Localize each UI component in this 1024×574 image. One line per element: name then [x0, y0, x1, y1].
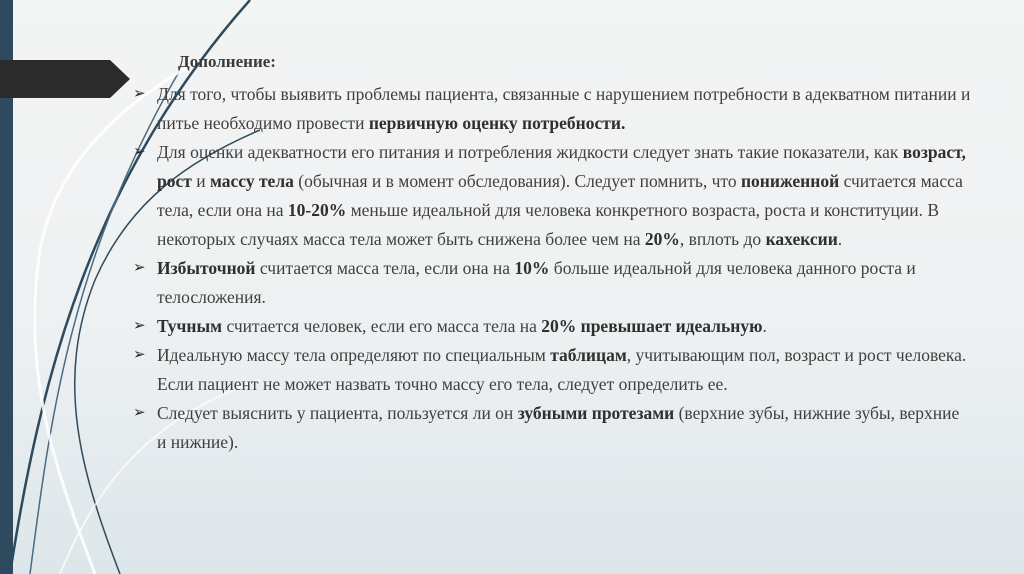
bold-text: 20% превышает идеальную — [541, 316, 763, 336]
bold-text: 20% — [644, 229, 680, 249]
text: . — [837, 229, 843, 249]
bold-text: кахексии — [765, 229, 838, 249]
bold-text: таблицам — [550, 345, 627, 365]
text: Для оценки адекватности его питания и потребления жидкости следует знать такие показатели, как — [157, 142, 903, 162]
bold-text: возраст, рост — [157, 142, 966, 191]
section-heading: Дополнение: — [178, 52, 276, 71]
text: . — [762, 316, 767, 336]
text: Для того, чтобы выявить проблемы пациента, связанные с нарушением потребности в адекватном питании и питье необходимо провести — [157, 84, 971, 133]
bullet-item — [133, 138, 973, 254]
bullet-arrow-icon: ➢ — [133, 144, 146, 160]
bullet-arrow-icon: ➢ — [133, 405, 146, 421]
bold-text: 10% — [514, 258, 550, 278]
bullet-arrow-icon: ➢ — [133, 318, 146, 334]
bullet-arrow-icon: ➢ — [133, 347, 146, 363]
text: считается масса тела, если она на — [157, 171, 963, 220]
bold-text: 10-20% — [287, 200, 347, 220]
text: (верхние зубы, нижние зубы, верхние и нижние). — [157, 403, 960, 452]
bullet-arrow-icon: ➢ — [133, 86, 146, 102]
slide-arrow-marker — [0, 60, 130, 98]
text: и — [191, 171, 210, 191]
text: , вплоть до — [679, 229, 766, 249]
bullet-item — [133, 254, 973, 312]
bullet-arrow-icon: ➢ — [133, 260, 146, 276]
bullet-item — [133, 312, 973, 341]
bold-text: массу тела — [209, 171, 294, 191]
text: (обычная и в момент обследования). Следует помнить, что — [293, 171, 741, 191]
text: Идеальную массу тела определяют по специальным — [157, 345, 551, 365]
text: меньше идеальной для человека конкретного возраста, роста и конституции. В некоторых случаях масса тела может быть снижена более чем на — [157, 200, 940, 249]
bullet-list — [133, 80, 973, 457]
bullet-item — [133, 80, 973, 138]
bold-text: Избыточной — [157, 258, 256, 278]
bold-text: первичную оценку потребности. — [368, 113, 626, 133]
text: больше идеальной для человека данного роста и телосложения. — [157, 258, 916, 307]
bold-text: Тучным — [157, 316, 223, 336]
bold-text: зубными протезами — [517, 403, 675, 423]
bold-text: пониженной — [740, 171, 840, 191]
bullet-item — [133, 399, 973, 457]
text: Следует выяснить у пациента, пользуется ли он — [157, 403, 518, 423]
bullet-item — [133, 341, 973, 399]
text: считается масса тела, если она на — [255, 258, 515, 278]
text: , учитывающим пол, возраст и рост человека. Если пациент не может назвать точно массу его тела, следует определить ее. — [157, 345, 967, 394]
text: считается человек, если его масса тела на — [222, 316, 542, 336]
